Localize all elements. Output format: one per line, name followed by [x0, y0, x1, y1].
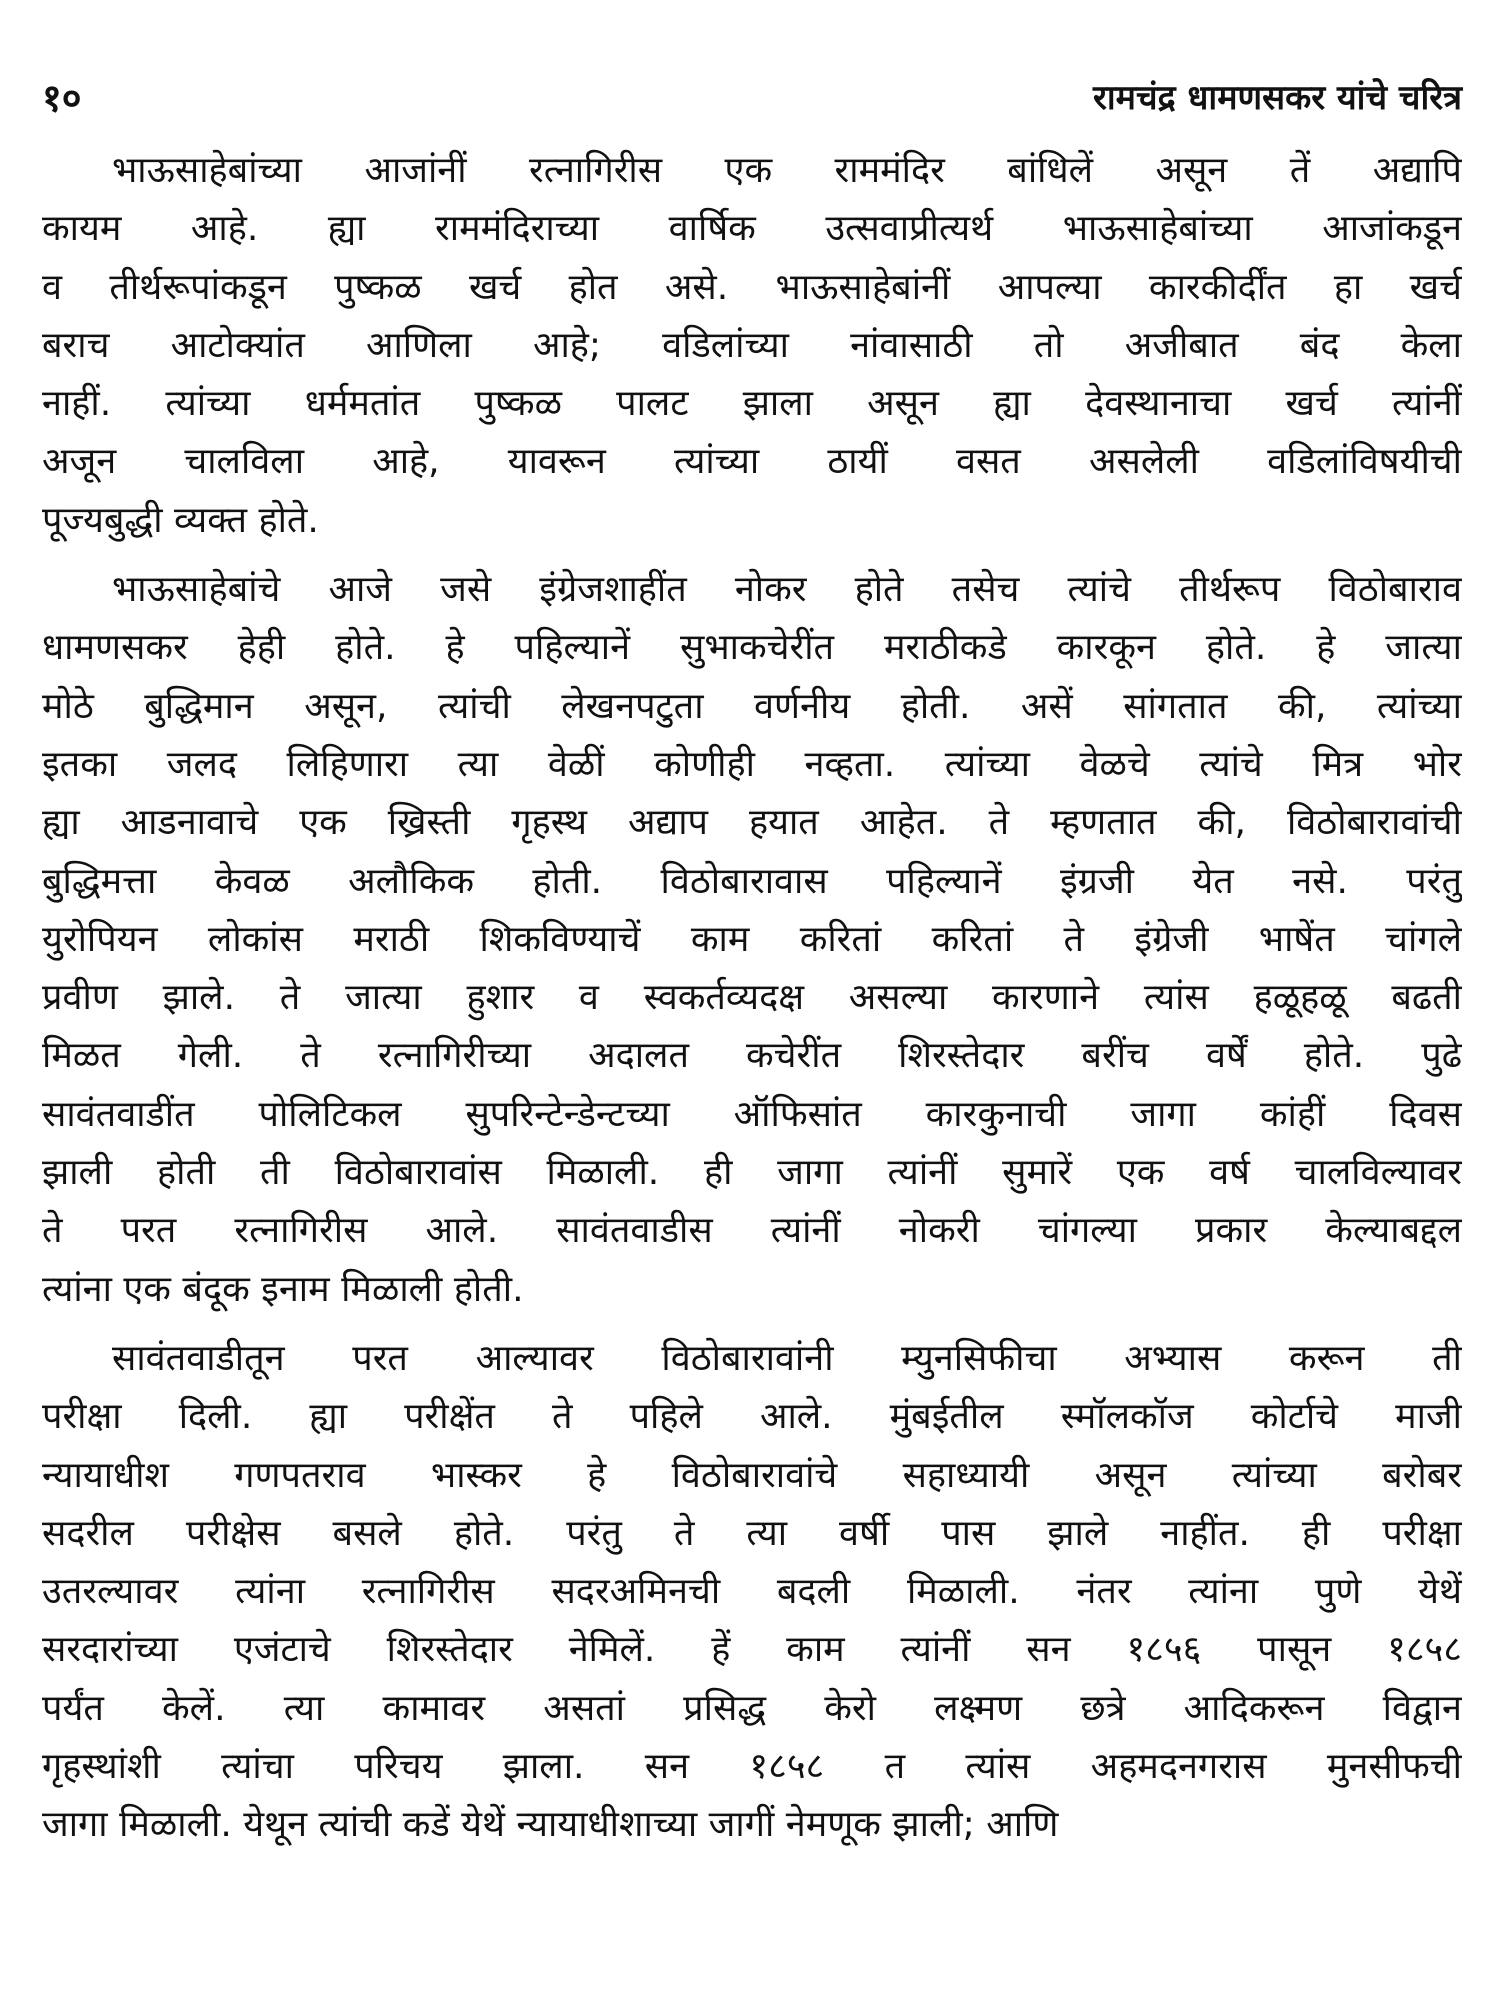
text-line: बुद्धिमत्ता केवळ अलौकिक होती. विठोबारावास पहिल्यानें इंग्रजी येत नसे. परंतु — [42, 860, 1462, 902]
text-line: कायम आहे. ह्या राममंदिराच्या वार्षिक उत्सवाप्रीत्यर्थ भाऊसाहेबांच्या आजांकडून — [42, 208, 1462, 250]
text-line: बराच आटोक्यांत आणिला आहे; वडिलांच्या नांवासाठी तो अजीबात बंद केला — [42, 324, 1462, 366]
text-line: मिळत गेली. ते रत्नागिरीच्या अदालत कचेरींत शिरस्तेदार बरींच वर्षें होते. पुढे — [42, 1035, 1462, 1077]
text-line: मोठे बुद्धिमान असून, त्यांची लेखनपटुता वर्णनीय होती. असें सांगतात की, त्यांच्या — [42, 685, 1462, 727]
text-line: न्यायाधीश गणपतराव भास्कर हे विठोबारावांचे सहाध्यायी असून त्यांच्या बरोबर — [42, 1454, 1462, 1496]
text-line: जागा मिळाली. येथून त्यांची कडें येथें न्यायाधीशाच्या जागीं नेमणूक झाली; आणि — [42, 1804, 1059, 1846]
text-line: परीक्षा दिली. ह्या परीक्षेंत ते पहिले आले. मुंबईतील स्मॉलकॉज कोर्टाचे माजी — [42, 1396, 1462, 1438]
text-line: उतरल्यावर त्यांना रत्नागिरीस सदरअमिनची बदली मिळाली. नंतर त्यांना पुणे येथें — [42, 1571, 1462, 1613]
text-line: ह्या आडनावाचे एक ख्रिस्ती गृहस्थ अद्याप हयात आहेत. ते म्हणतात की, विठोबारावांची — [42, 802, 1462, 844]
text-line: भाऊसाहेबांच्या आजांनीं रत्नागिरीस एक राममंदिर बांधिलें असून तें अद्यापि — [112, 150, 1462, 191]
text-line: धामणसकर हेही होते. हे पहिल्यानें सुभाकचेरींत मराठीकडे कारकून होते. हे जात्या — [42, 627, 1462, 669]
running-title: रामचंद्र धामणसकर यांचे चरित्र — [1092, 78, 1462, 118]
text-line: नाहीं. त्यांच्या धर्ममतांत पुष्कळ पालट झाला असून ह्या देवस्थानाचा खर्च त्यांनीं — [42, 383, 1462, 425]
paragraph-3 — [42, 1330, 1462, 1855]
text-line: ते परत रत्नागिरीस आले. सावंतवाडीस त्यांनीं नोकरी चांगल्या प्रकार केल्याबद्दल — [42, 1210, 1462, 1252]
page-header — [42, 68, 1462, 138]
text-line: इतका जलद लिहिणारा त्या वेळीं कोणीही नव्हता. त्यांच्या वेळचे त्यांचे मित्र भोर — [42, 743, 1462, 785]
text-line: व तीर्थरूपांकडून पुष्कळ खर्च होत असे. भाऊसाहेबांनीं आपल्या कारकीर्दींत हा खर्च — [42, 266, 1462, 308]
text-line: सदरील परीक्षेस बसले होते. परंतु ते त्या वर्षी पास झाले नाहींत. ही परीक्षा — [42, 1512, 1462, 1554]
book-page — [30, 60, 1465, 1980]
text-line: सावंतवाडीतून परत आल्यावर विठोबारावांनी म्युनसिफीचा अभ्यास करून ती — [112, 1337, 1462, 1379]
text-line: भाऊसाहेबांचे आजे जसे इंग्रेजशाहींत नोकर होते तसेच त्यांचे तीर्थरूप विठोबाराव — [112, 569, 1462, 611]
text-line: पर्यंत केलें. त्या कामावर असतां प्रसिद्ध केरो लक्ष्मण छत्रे आदिकरून विद्वान — [42, 1687, 1462, 1729]
paragraph-2 — [42, 561, 1462, 1319]
page-number: १० — [42, 76, 82, 120]
body-text — [42, 142, 1462, 1866]
text-line: अजून चालविला आहे, यावरून त्यांच्या ठायीं वसत असलेली वडिलांविषयीची — [42, 441, 1462, 483]
paragraph-1 — [42, 142, 1462, 550]
text-line: पूज्यबुद्धी व्यक्त होते. — [42, 499, 319, 541]
text-line: गृहस्थांशी त्यांचा परिचय झाला. सन १८५८ त त्यांस अहमदनगरास मुनसीफची — [42, 1746, 1462, 1788]
text-line: सरदारांच्या एजंटाचे शिरस्तेदार नेमिलें. हें काम त्यांनीं सन १८५६ पासून १८५८ — [42, 1629, 1462, 1671]
text-line: झाली होती ती विठोबारावांस मिळाली. ही जागा त्यांनीं सुमारें एक वर्ष चालविल्यावर — [42, 1152, 1462, 1194]
text-line: प्रवीण झाले. ते जात्या हुशार व स्वकर्तव्यदक्ष असल्या कारणाने त्यांस हळूहळू बढती — [42, 977, 1462, 1019]
text-line: युरोपियन लोकांस मराठी शिकविण्याचें काम करितां करितां ते इंग्रेजी भाषेंत चांगले — [42, 918, 1462, 960]
text-line: सावंतवाडींत पोलिटिकल सुपरिन्टेन्डेन्टच्या ऑफिसांत कारकुनाची जागा कांहीं दिवस — [42, 1093, 1462, 1135]
text-line: त्यांना एक बंदूक इनाम मिळाली होती. — [42, 1268, 524, 1310]
